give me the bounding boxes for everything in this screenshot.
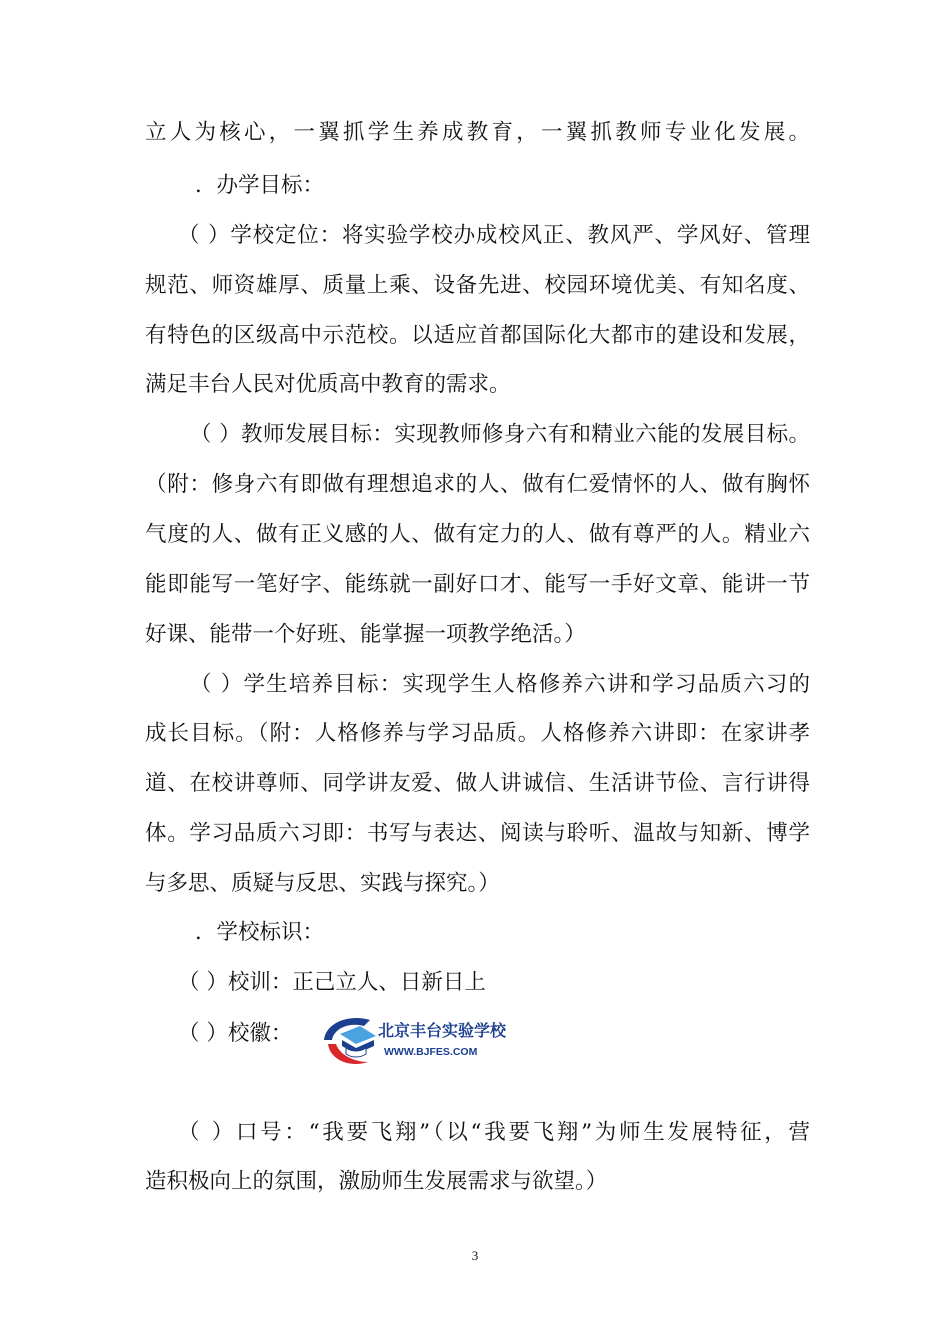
paragraph-line: （ ）教师发展目标：实现教师修身六有和精业六能的发展目标。	[190, 422, 810, 447]
paragraph-line: （ ）学校定位：将实验学校办成校风正、教风严、学风好、管理	[178, 223, 810, 248]
paragraph-line: 有特色的区级高中示范校。以适应首都国际化大都市的建设和发展，	[145, 323, 810, 348]
paragraph-line: 与多思、质疑与反思、实践与探究。）	[145, 871, 500, 896]
logo-url: WWW.BJFES.COM	[384, 1046, 478, 1058]
paragraph-line: 能即能写一笔好字、能练就一副好口才、能写一手好文章、能讲一节	[145, 572, 810, 597]
section-heading-identity: ．学校标识：	[195, 920, 325, 945]
paragraph-line: （ ）学生培养目标：实现学生人格修养六讲和学习品质六习的	[190, 672, 810, 697]
paragraph-line: 好课、能带一个好班、能掌握一项教学绝活。）	[145, 622, 586, 647]
paragraph-line: 道、在校讲尊师、同学讲友爱、做人讲诚信、生活讲节俭、言行讲得	[145, 771, 810, 796]
section-heading-goals: ．办学目标：	[195, 173, 325, 198]
school-logo	[320, 1010, 520, 1070]
emblem-label: （ ）校徽：	[178, 1021, 293, 1046]
paragraph-line: （附：修身六有即做有理想追求的人、做有仁爱情怀的人、做有胸怀	[145, 472, 810, 497]
paragraph-line: 成长目标。（附：人格修养与学习品质。人格修养六讲即：在家讲孝	[145, 721, 810, 746]
motto-line: （ ）校训：正己立人、日新日上	[178, 970, 486, 995]
paragraph-line: 气度的人、做有正义感的人、做有定力的人、做有尊严的人。精业六	[145, 522, 810, 547]
school-emblem-icon	[320, 1010, 382, 1070]
logo-school-name: 北京丰台实验学校	[378, 1021, 507, 1040]
paragraph-line: 规范、师资雄厚、质量上乘、设备先进、校园环境优美、有知名度、	[145, 273, 810, 298]
page-number: 3	[471, 1248, 479, 1263]
paragraph-line: （ ）口号：“我要飞翔”（以“我要飞翔”为师生发展特征，营	[178, 1120, 810, 1145]
paragraph-line: 造积极向上的氛围，激励师生发展需求与欲望。）	[145, 1169, 608, 1194]
paragraph-line: 体。学习品质六习即：书写与表达、阅读与聆听、温故与知新、博学	[145, 821, 810, 846]
paragraph-line: 立人为核心，一翼抓学生养成教育，一翼抓教师专业化发展。	[145, 120, 810, 145]
paragraph-line: 满足丰台人民对优质高中教育的需求。	[145, 372, 511, 397]
